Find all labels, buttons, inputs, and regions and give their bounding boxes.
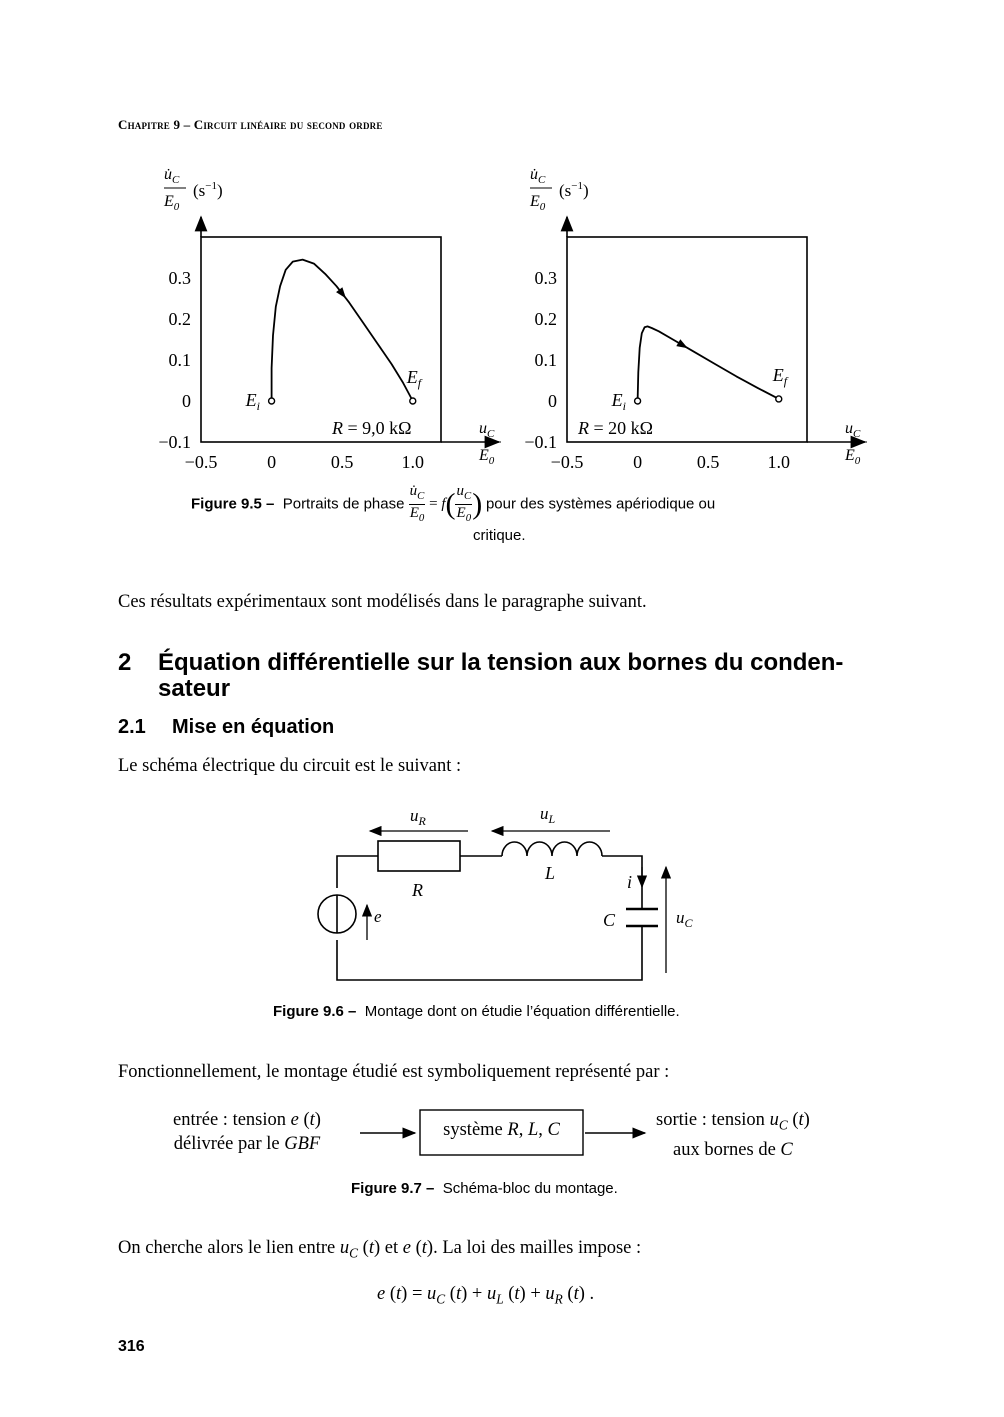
y-axis-label: $u̇_C$ [530, 166, 546, 186]
x-tick-label: 0 [633, 452, 643, 472]
section-2-number: 2 [118, 649, 132, 676]
y-tick-label: −0.1 [524, 432, 557, 452]
running-head [118, 117, 383, 133]
system-block-label: système R, L, C [443, 1120, 560, 1140]
label-ur: $u_R$ [410, 806, 426, 828]
x-tick-label: 0 [267, 452, 277, 472]
y-axis-label-unit: $(s^{-1})$ [193, 180, 223, 200]
label-ei: $E_i$ [611, 390, 626, 413]
equation-1: e $(t) = u_C$ $(t) + u_L$ $(t) + u_R$ (t) . [377, 1284, 595, 1307]
label-i: i [627, 872, 633, 892]
section-2-title-line2: sateur [158, 675, 231, 702]
figure-9-6-caption-label: Figure 9.6 – [273, 1003, 357, 1020]
trajectory-line [272, 260, 413, 401]
point-ef [776, 396, 782, 402]
plot-frame [567, 237, 807, 442]
phase-portrait-right [524, 166, 867, 472]
figure-9-6-circuit [300, 795, 720, 990]
x-tick-label: 0.5 [696, 452, 720, 472]
figure-9-6-caption-text: Montage dont on étudie l’équation différentielle. [364, 1003, 680, 1020]
wire-l-c [602, 856, 642, 909]
annotation-r-value: R = 20 kΩ [578, 418, 654, 438]
y-tick-label: 0.3 [168, 268, 191, 288]
x-tick-label: −0.5 [184, 452, 218, 472]
inductor [502, 842, 602, 856]
figure-9-5-caption-text-3: critique. [473, 527, 526, 544]
plot-frame [201, 237, 441, 442]
y-axis-label-unit: $(s^{-1})$ [559, 180, 589, 200]
y-tick-label: 0 [548, 391, 557, 411]
figure-9-5-plots [140, 160, 880, 480]
point-ei [269, 398, 275, 404]
y-axis-label: $u̇_C$ [164, 166, 180, 186]
figure-9-5-caption-text-1: Portraits de phase [282, 495, 405, 513]
figure-9-6-caption [273, 1003, 680, 1020]
phase-portrait-left [158, 166, 501, 472]
label-r: R [412, 880, 423, 900]
label-ef: $E_f$ [406, 367, 422, 390]
label-ef: $E_f$ [772, 364, 788, 388]
figure-9-7-caption [351, 1180, 618, 1197]
subsection-2-1-number: 2.1 [118, 716, 146, 738]
annotation-r-value: R = 9,0 kΩ [332, 418, 412, 438]
x-axis-label-den: $E_0$ [479, 447, 495, 467]
x-tick-label: −0.5 [550, 452, 584, 472]
section-2-title-line1: Équation différentielle sur la tension aux bornes du conden- [158, 649, 844, 676]
x-tick-label: 0.5 [330, 452, 354, 472]
chapter-title: Circuit linéaire du second ordre [193, 117, 383, 132]
label-ul: $u_L$ [540, 804, 556, 826]
x-tick-label: 1.0 [767, 452, 791, 472]
paragraph-4: On cherche alors le lien entre $u_C$ (t) et e (t). La loi des mailles impose : [118, 1238, 642, 1261]
x-tick-label: 1.0 [401, 452, 425, 472]
x-axis-label: $u_C$ [479, 420, 495, 440]
label-uc: $u_C$ [676, 908, 693, 930]
figure-9-5-caption-text-2: pour des systèmes apériodique ou [485, 495, 716, 513]
paragraph-3: Fonctionnellement, le montage étudié est symboliquement représenté par : [118, 1062, 670, 1082]
x-axis-label: $u_C$ [845, 420, 861, 440]
paragraph-1: Ces résultats expérimentaux sont modélisés dans le paragraphe suivant. [118, 592, 647, 612]
figure-9-5-caption-label: Figure 9.5 – [191, 495, 275, 513]
subsection-2-1-title: Mise en équation [172, 716, 335, 738]
chapter-label: Chapitre 9 – [118, 117, 191, 132]
label-c: C [603, 910, 616, 930]
figure-9-5-caption-eq: $\frac{u̇_C}{E_0}$ = f( $\frac{u_C}{E_0}$ ) [409, 483, 483, 524]
block-input-label: entrée : tension e (t) délivrée par le GBF [173, 1110, 321, 1154]
y-tick-label: −0.1 [158, 432, 191, 452]
figure-9-7-caption-label: Figure 9.7 – [351, 1180, 435, 1197]
label-l: L [545, 863, 556, 883]
trajectory-direction-arrow [676, 339, 690, 351]
label-e: e [374, 907, 382, 926]
wire-c-bottom [337, 926, 642, 980]
label-ei: $E_i$ [245, 390, 260, 413]
point-ei [635, 398, 641, 404]
y-tick-label: 0.2 [534, 309, 557, 329]
point-ef [410, 398, 416, 404]
block-output-label: sortie : tension $u_C$ (t) aux bornes de C [656, 1110, 810, 1160]
y-axis-label-den: $E_0$ [164, 193, 180, 213]
y-tick-label: 0.3 [534, 268, 557, 288]
y-tick-label: 0 [182, 391, 191, 411]
y-tick-label: 0.1 [534, 350, 557, 370]
y-tick-label: 0.1 [168, 350, 191, 370]
figure-9-7-caption-text: Schéma-bloc du montage. [442, 1180, 618, 1197]
figure-9-5-caption [191, 483, 715, 526]
resistor [378, 841, 460, 871]
paragraph-2: Le schéma électrique du circuit est le suivant : [118, 756, 462, 776]
section-2-title [158, 650, 843, 702]
x-axis-label-den: $E_0$ [845, 447, 861, 467]
page-number: 316 [118, 1338, 145, 1355]
y-tick-label: 0.2 [168, 309, 191, 329]
y-axis-label-den: $E_0$ [530, 193, 546, 213]
wire-top-left [337, 856, 378, 888]
trajectory-line [638, 326, 779, 401]
